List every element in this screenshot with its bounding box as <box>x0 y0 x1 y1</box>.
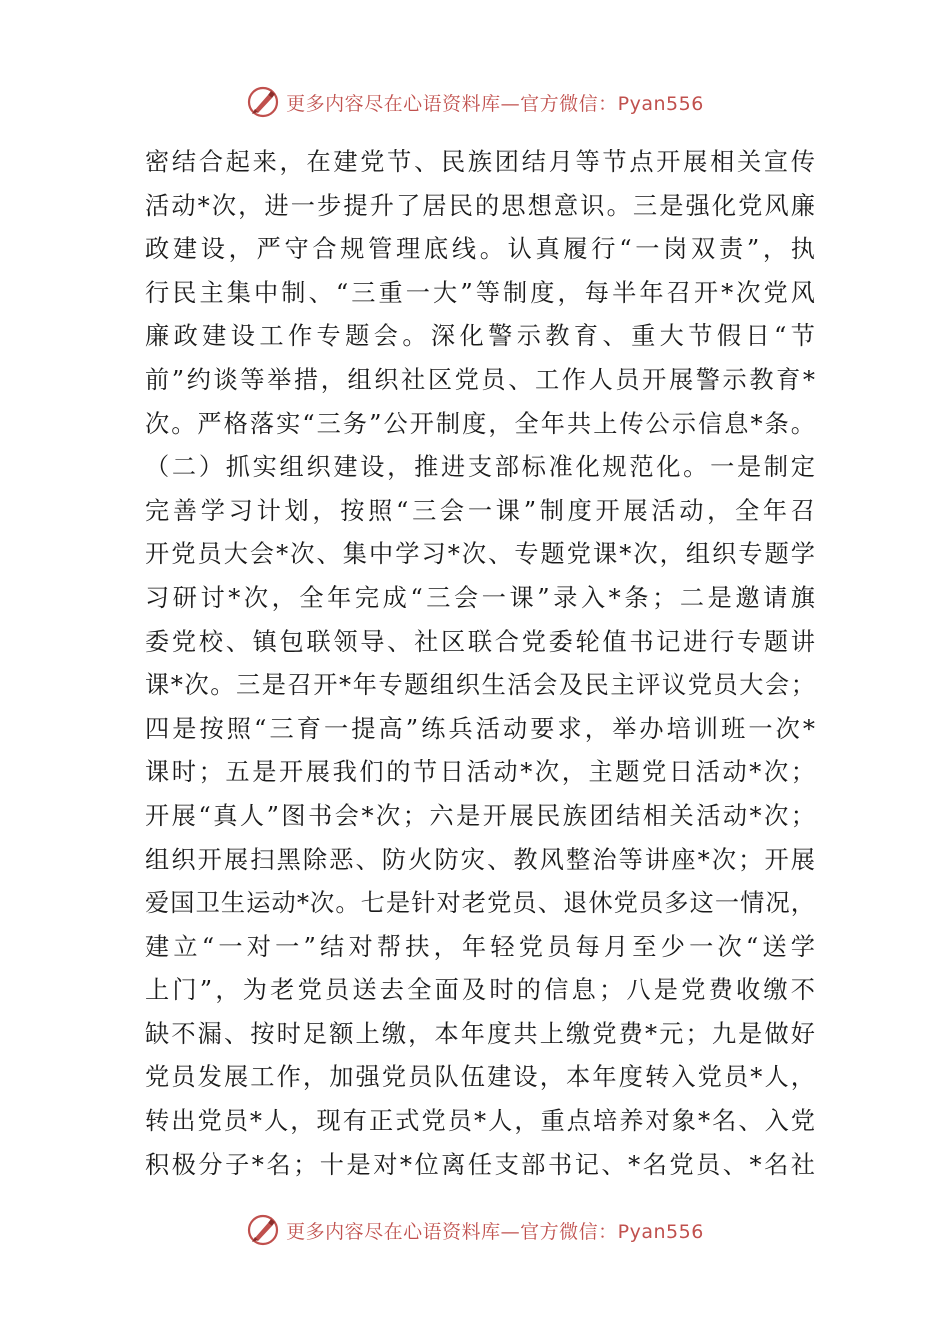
text-line <box>145 490 815 534</box>
text-line-content: 积极分子*名；十是对*位离任支部书记、*名党员、*名社 <box>145 1150 815 1179</box>
header-watermark-banner <box>0 82 950 122</box>
text-line <box>145 795 815 839</box>
text-line <box>145 839 815 883</box>
text-line-content: 爱国卫生运动*次。七是针对老党员、退休党员多这一情况， <box>145 889 815 918</box>
text-line-content: 习研讨*次，全年完成“三会一课”录入*条；二是邀请旗 <box>145 583 815 612</box>
text-line <box>145 969 815 1013</box>
text-line <box>145 708 815 752</box>
pen-seal-logo-icon <box>246 1213 280 1247</box>
document-body <box>145 141 815 1187</box>
text-line-content: 廉政建设工作专题会。深化警示教育、重大节假日“节 <box>145 322 815 351</box>
text-line-content: 四是按照“三育一提高”练兵活动要求，举办培训班一次* <box>145 714 815 743</box>
text-line <box>145 1013 815 1057</box>
text-line-content: 政建设，严守合规管理底线。认真履行“一岗双责”，执 <box>145 235 815 264</box>
text-line <box>145 359 815 403</box>
text-line <box>145 315 815 359</box>
text-line-content: 活动*次，进一步提升了居民的思想意识。三是强化党风廉 <box>145 191 815 220</box>
text-line-content: 建立“一对一”结对帮扶，年轻党员每月至少一次“送学 <box>145 932 815 961</box>
text-line-content: 上门”，为老党员送去全面及时的信息；八是党费收缴不 <box>145 976 815 1005</box>
pen-seal-logo-icon <box>246 85 280 119</box>
header-banner-inner <box>246 85 704 119</box>
text-line-content: （二）抓实组织建设，推进支部标准化规范化。一是制定 <box>145 453 815 482</box>
text-line-content: 组织开展扫黑除恶、防火防灾、教风整治等讲座*次；开展 <box>145 845 815 874</box>
text-line-content: 缺不漏、按时足额上缴，本年度共上缴党费*元；九是做好 <box>145 1019 815 1048</box>
text-line-content: 密结合起来，在建党节、民族团结月等节点开展相关宣传 <box>145 148 815 176</box>
text-line-content: 次。严格落实“三务”公开制度，全年共上传公示信息*条。 <box>145 409 815 438</box>
text-line <box>145 664 815 708</box>
header-banner-latin: Pyan556 <box>617 92 704 115</box>
text-line <box>145 621 815 665</box>
text-line <box>145 1056 815 1100</box>
header-banner-cn: 更多内容尽在心语资料库—官方微信： <box>286 92 618 115</box>
footer-banner-inner <box>246 1213 704 1247</box>
section-heading-line <box>145 446 815 490</box>
text-line-content: 前”约谈等举措，组织社区党员、工作人员开展警示教育* <box>145 365 815 394</box>
header-banner-text <box>286 89 704 116</box>
text-line <box>145 403 815 447</box>
footer-watermark-banner <box>0 1210 950 1250</box>
text-line <box>145 926 815 970</box>
text-line-content: 完善学习计划，按照“三会一课”制度开展活动，全年召 <box>145 496 815 525</box>
text-line-content: 课*次。三是召开*年专题组织生活会及民主评议党员大会； <box>145 671 815 700</box>
footer-banner-text <box>286 1217 704 1244</box>
text-line <box>145 272 815 316</box>
footer-banner-latin: Pyan556 <box>617 1220 704 1243</box>
text-line-content: 转出党员*人，现有正式党员*人，重点培养对象*名、入党 <box>145 1107 815 1136</box>
text-line <box>145 185 815 229</box>
text-line <box>145 882 815 926</box>
text-line <box>145 751 815 795</box>
text-line <box>145 577 815 621</box>
text-line <box>145 1144 815 1188</box>
footer-banner-cn: 更多内容尽在心语资料库—官方微信： <box>286 1220 618 1243</box>
text-line <box>145 141 815 185</box>
text-line-content: 委党校、镇包联领导、社区联合党委轮值书记进行专题讲 <box>145 627 815 656</box>
text-line <box>145 228 815 272</box>
text-line <box>145 1100 815 1144</box>
text-line-content: 课时；五是开展我们的节日活动*次，主题党日活动*次； <box>145 758 815 787</box>
text-line-content: 开展“真人”图书会*次；六是开展民族团结相关活动*次； <box>145 801 815 830</box>
text-line-content: 开党员大会*次、集中学习*次、专题党课*次，组织专题学 <box>145 540 815 569</box>
text-line <box>145 533 815 577</box>
text-line-content: 党员发展工作，加强党员队伍建设，本年度转入党员*人， <box>145 1063 815 1092</box>
text-line-content: 行民主集中制、“三重一大”等制度，每半年召开*次党风 <box>145 278 815 307</box>
